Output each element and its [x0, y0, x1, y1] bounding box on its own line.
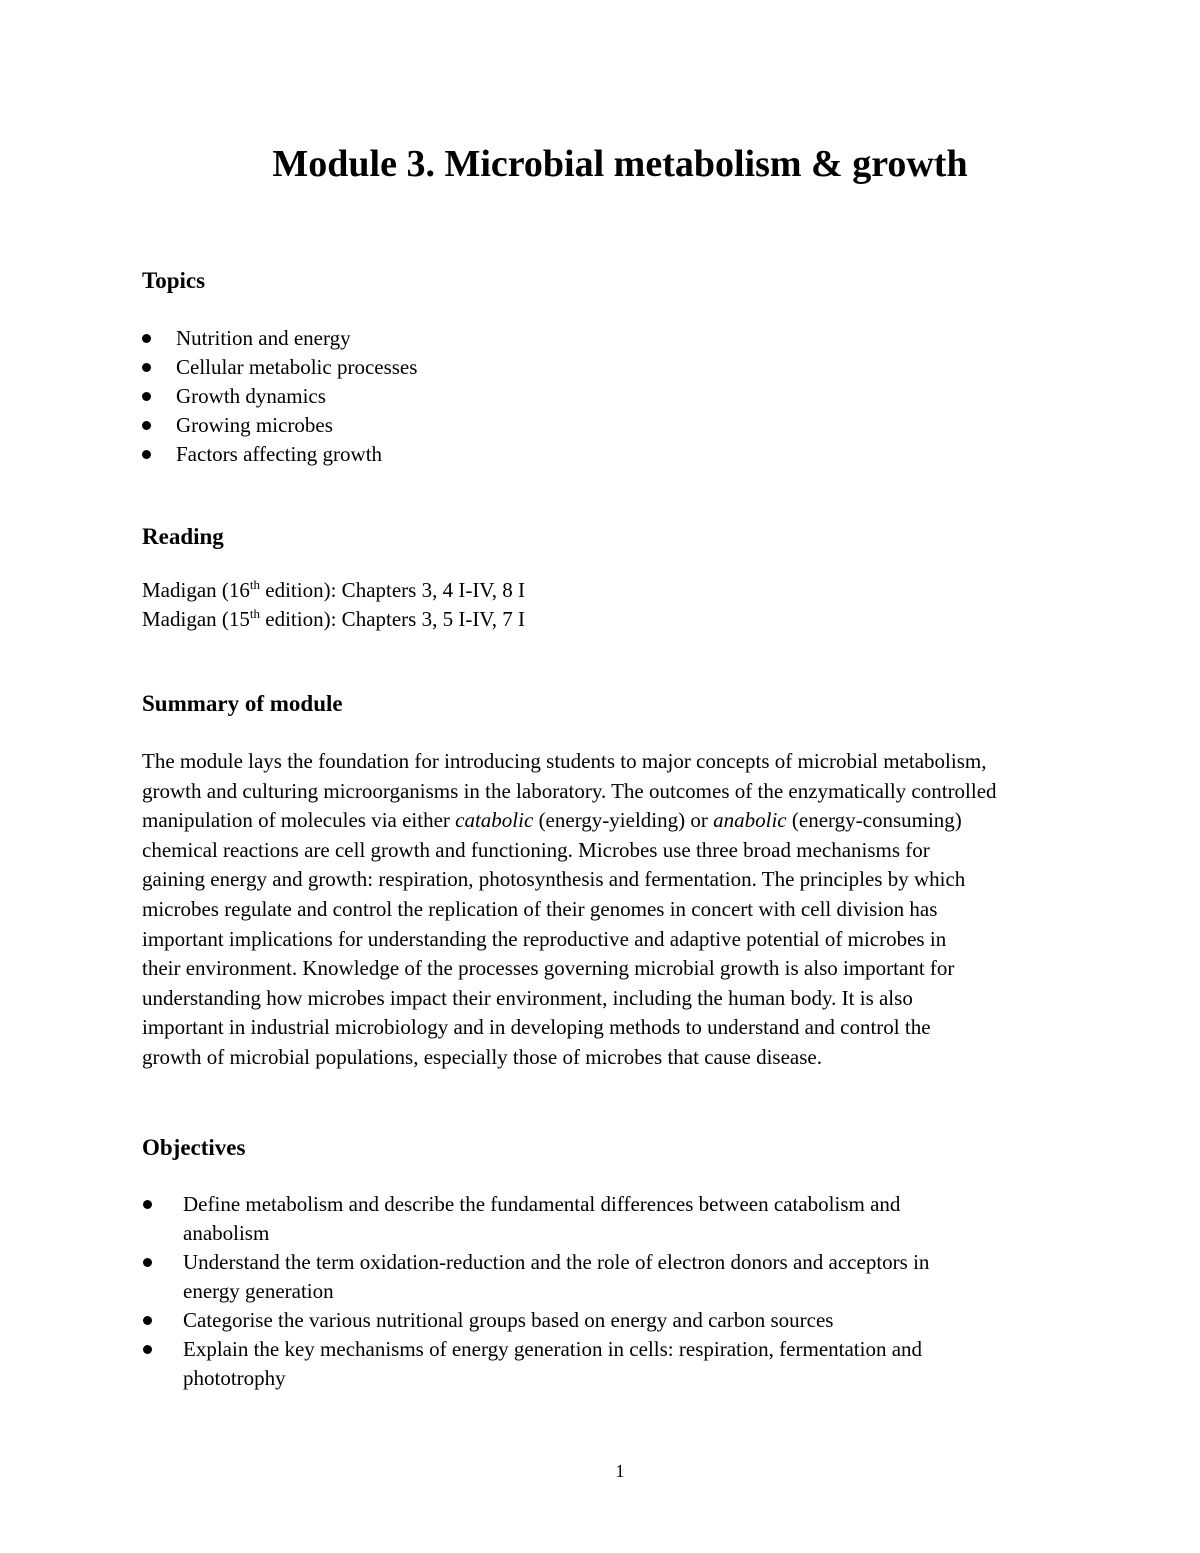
list-item	[142, 1335, 1062, 1393]
list-item	[142, 440, 1062, 469]
bullet-icon	[142, 363, 151, 372]
summary-line: The module lays the foundation for introducing students to major concepts of microbial metabolism,	[142, 749, 987, 773]
objective-text: anabolism	[183, 1221, 270, 1245]
page-number: 1	[615, 1461, 625, 1481]
summary-line: growth of microbial populations, especially those of microbes that cause disease.	[142, 1044, 822, 1069]
summary-text: (energy-consuming)	[786, 808, 962, 833]
topic-text: Nutrition and energy	[176, 326, 351, 350]
summary-heading: Summary of module	[142, 691, 343, 716]
list-item	[142, 324, 1062, 353]
catabolic-term: catabolic	[455, 808, 534, 833]
anabolic-term: anabolic	[713, 808, 787, 833]
page-title: Module 3. Microbial metabolism & growth	[272, 143, 968, 185]
objective-text: Understand the term oxidation-reduction and the role of electron donors and acceptors in	[183, 1250, 930, 1274]
list-item	[142, 382, 1062, 411]
objective-text: phototrophy	[183, 1366, 286, 1390]
objectives-heading: Objectives	[142, 1135, 246, 1160]
reading-superscript: th	[249, 577, 261, 592]
summary-line	[142, 806, 1087, 836]
summary-line: gaining energy and growth: respiration, photosynthesis and fermentation. The principles by which	[142, 867, 966, 892]
summary-text: (energy-yielding) or	[533, 808, 714, 833]
summary-line: growth and culturing microorganisms in the laboratory. The outcomes of the enzymatically controlled	[142, 778, 997, 803]
reading-line	[142, 605, 1042, 634]
topic-text: Factors affecting growth	[176, 442, 383, 466]
bullet-icon	[143, 1258, 152, 1267]
topic-text: Growing microbes	[176, 413, 333, 437]
summary-line: understanding how microbes impact their environment, including the human body. It is also	[142, 985, 913, 1010]
topics-heading: Topics	[142, 268, 206, 293]
objectives-list	[142, 1190, 1062, 1393]
reading-text: Madigan (15	[142, 607, 250, 631]
objective-text: energy generation	[183, 1279, 334, 1303]
topic-text: Cellular metabolic processes	[176, 355, 418, 379]
topics-list	[142, 324, 1062, 469]
bullet-icon	[143, 1316, 152, 1325]
list-item	[142, 353, 1062, 382]
summary-text: manipulation of molecules via either	[142, 808, 456, 833]
objective-text: Define metabolism and describe the fundamental differences between catabolism and	[183, 1192, 901, 1216]
reading-line	[142, 576, 1042, 605]
list-item	[142, 411, 1062, 440]
summary-line: their environment. Knowledge of the processes governing microbial growth is also important for	[142, 956, 955, 981]
summary-line: microbes regulate and control the replication of their genomes in concert with cell division has	[142, 896, 938, 921]
list-item	[142, 1248, 1062, 1306]
objective-text: Categorise the various nutritional groups based on energy and carbon sources	[183, 1308, 834, 1332]
reading-superscript: th	[249, 606, 261, 621]
reading-text: Madigan (16	[142, 578, 250, 602]
bullet-icon	[142, 450, 151, 459]
summary-paragraph	[142, 747, 1087, 1073]
reading-text: edition): Chapters 3, 5 I-IV, 7 I	[260, 607, 526, 631]
reading-heading: Reading	[142, 524, 224, 549]
topic-text: Growth dynamics	[176, 384, 326, 408]
summary-line: important in industrial microbiology and in developing methods to understand and control the	[142, 1015, 931, 1040]
summary-line: chemical reactions are cell growth and functioning. Microbes use three broad mechanisms for	[142, 837, 930, 862]
objective-text: Explain the key mechanisms of energy generation in cells: respiration, fermentation and	[183, 1337, 923, 1361]
summary-line: important implications for understanding the reproductive and adaptive potential of microbes in	[142, 926, 947, 951]
reading-text: edition): Chapters 3, 4 I-IV, 8 I	[260, 578, 526, 602]
bullet-icon	[142, 392, 151, 401]
bullet-icon	[142, 421, 151, 430]
list-item	[142, 1306, 1062, 1335]
list-item	[142, 1190, 1062, 1248]
reading-list	[142, 576, 1042, 634]
bullet-icon	[142, 334, 151, 343]
bullet-icon	[143, 1200, 152, 1209]
bullet-icon	[143, 1345, 152, 1354]
